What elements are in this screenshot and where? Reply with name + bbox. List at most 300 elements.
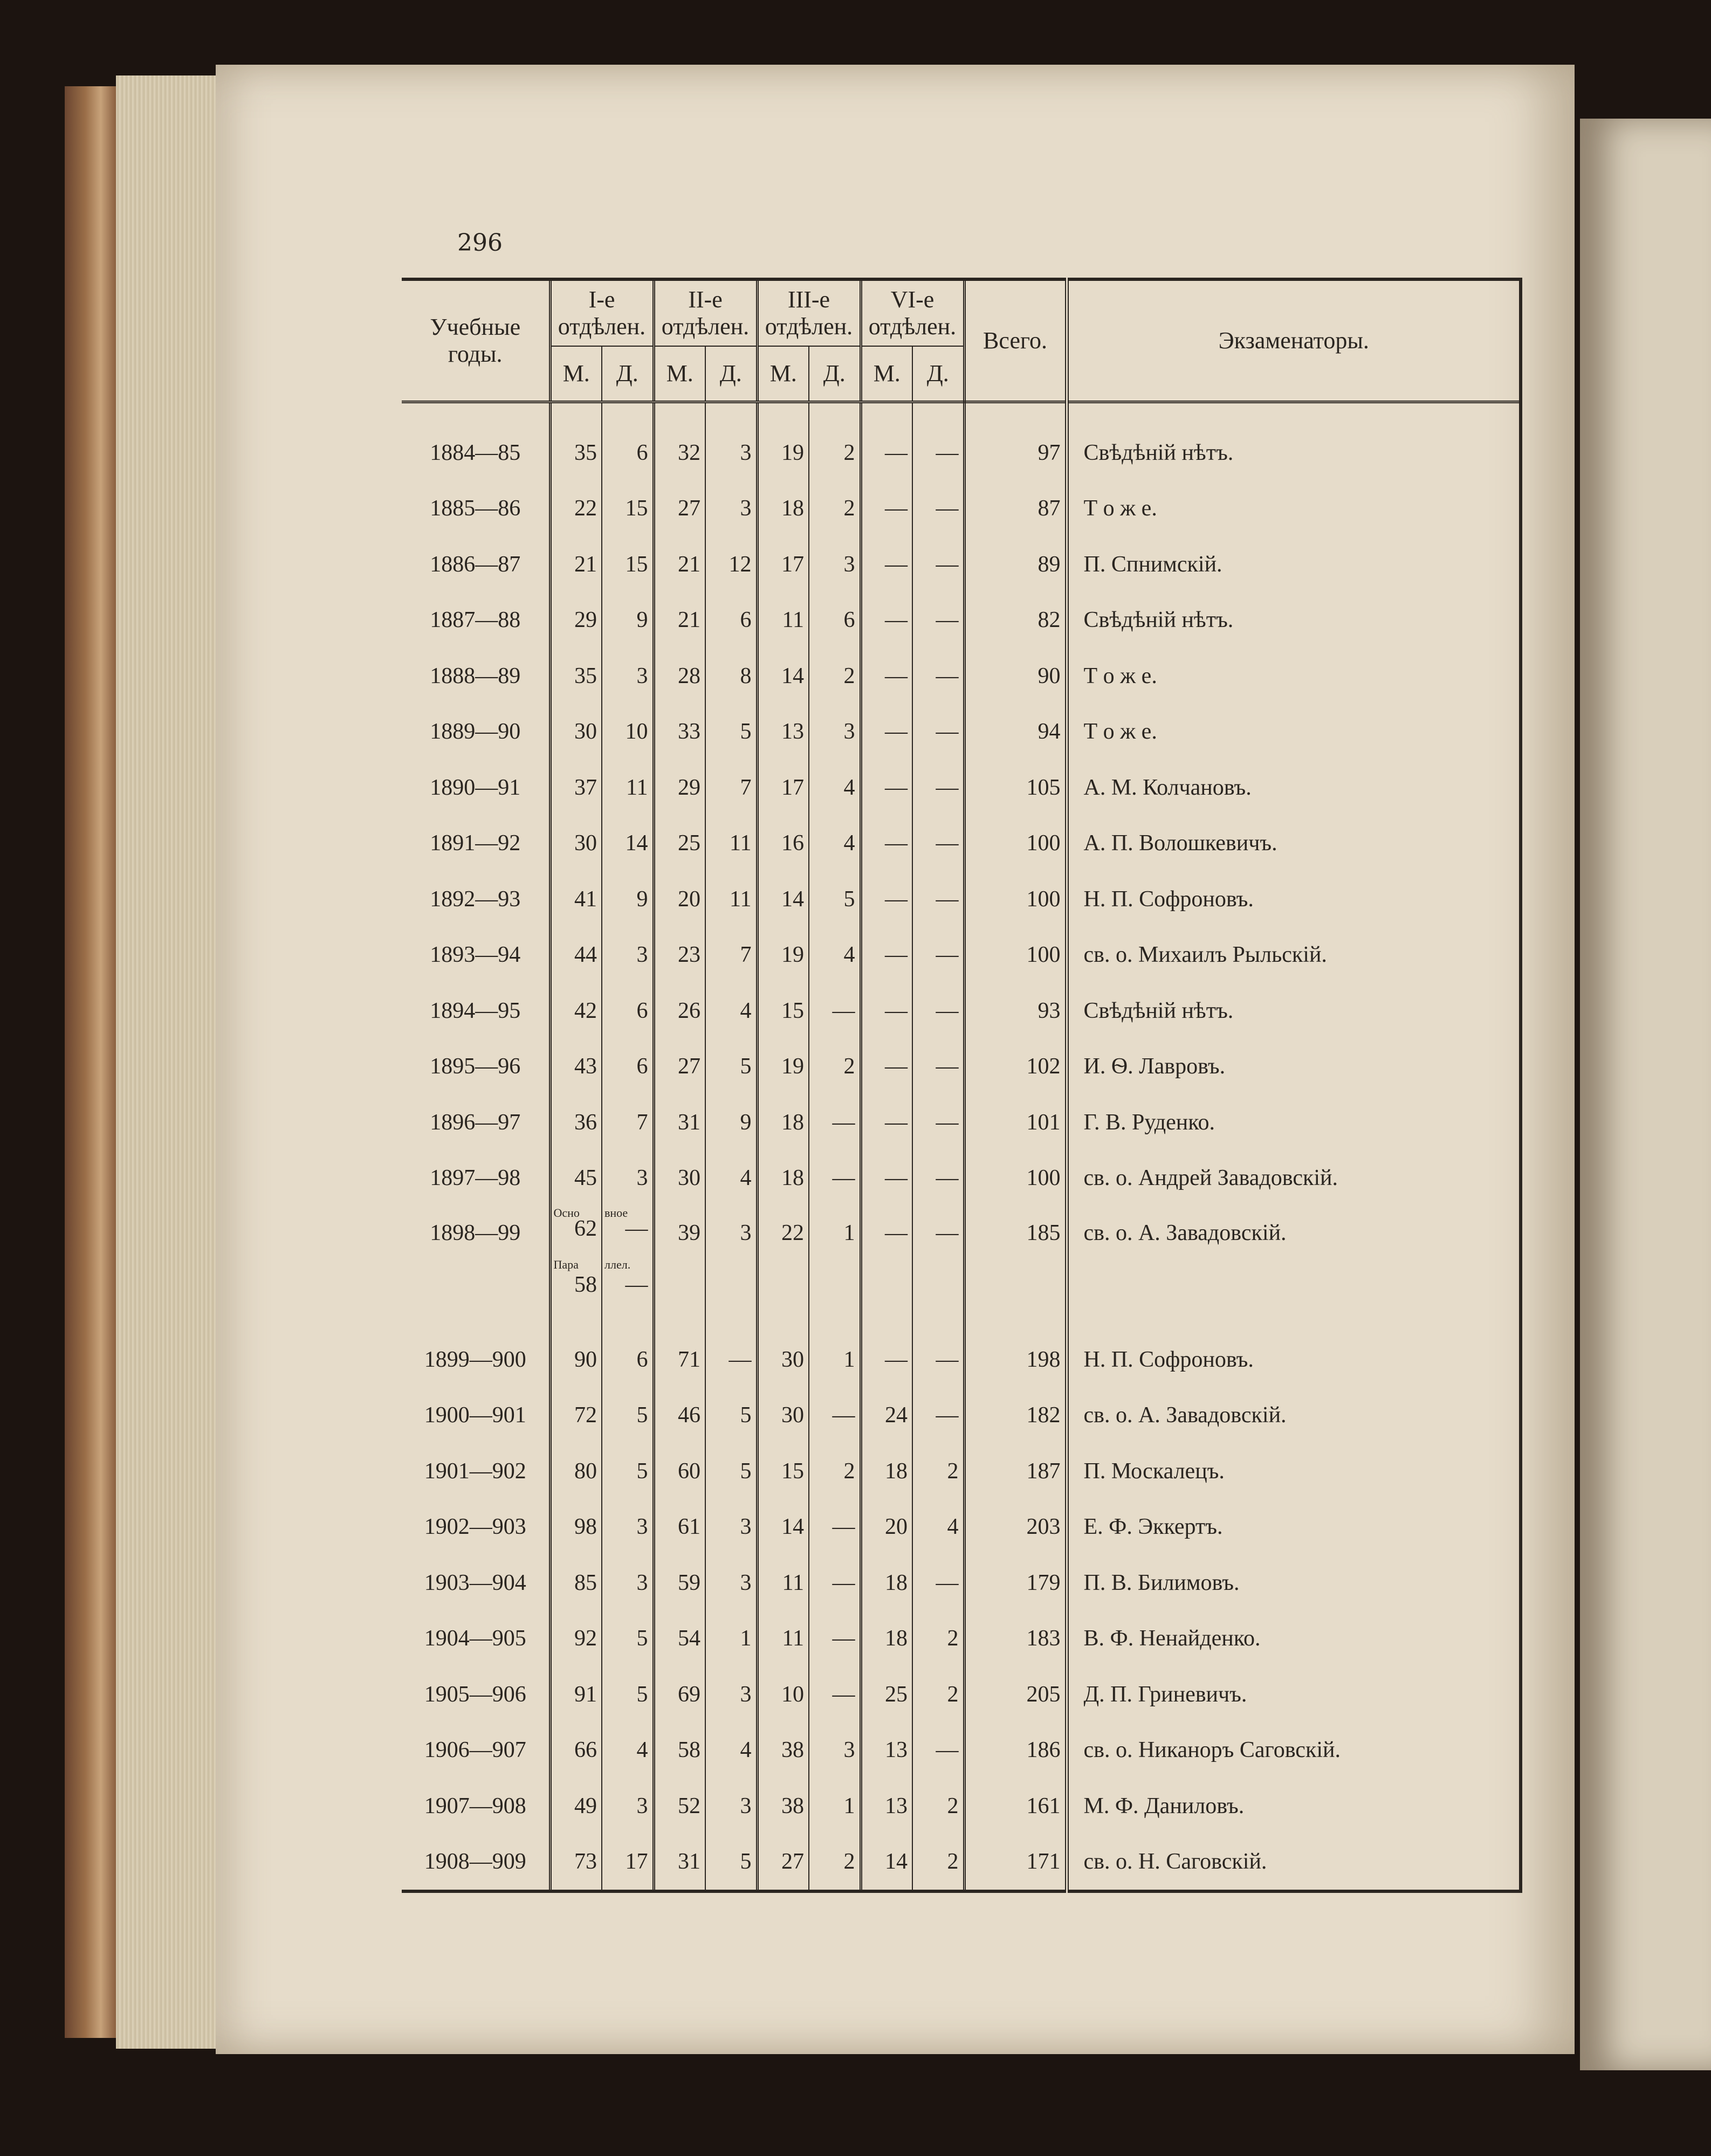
cell-g2-m: 39 [654,1206,705,1332]
table-row [402,1332,1521,1388]
cell-g1-m: 91 [550,1666,602,1723]
cell-g4-d: — [912,481,964,537]
header-g3-m: М. [757,346,809,402]
cell-g3-m: 10 [757,1666,809,1723]
cell-g4-m: — [861,1094,912,1151]
cell-g3-m: 15 [757,983,809,1039]
header-years [402,279,550,402]
cell-g3-d: 2 [809,481,861,537]
cell-examiner: М. Ф. Даниловъ. [1067,1778,1521,1834]
cell-g1-d: 5 [602,1666,654,1723]
cell-g4-d: 2 [912,1666,964,1723]
header-group-2: II-е отдѣлен. [654,279,757,346]
cell-g1-d: 5 [602,1388,654,1444]
cell-g1-m: 73 [550,1834,602,1892]
cell-g1-d: 5 [602,1611,654,1667]
cell-examiner: А. М. Колчановъ. [1067,760,1521,816]
cell-g3-d: 1 [809,1206,861,1332]
cell-g1-m: 49 [550,1778,602,1834]
cell-g2-d: 3 [705,481,757,537]
cell-g1-m: 66 [550,1723,602,1779]
cell-g3-m: 22 [757,1206,809,1332]
table-row [402,871,1521,927]
cell-g1-d: 3 [602,1151,654,1207]
cell-g1-d: 14 [602,816,654,872]
cell-g2-m: 58 [654,1723,705,1779]
cell-examiner: Н. П. Софроновъ. [1067,871,1521,927]
cell-g3-m: 38 [757,1778,809,1834]
cell-g2-d: 3 [705,1206,757,1332]
cell-g2-d: 4 [705,1151,757,1207]
cell-g4-m: 18 [861,1611,912,1667]
cell-g2-m: 27 [654,481,705,537]
cell-year: 1895—96 [430,1054,521,1079]
value-main-d: — [625,1216,648,1241]
cell-g2-d: 9 [705,1094,757,1151]
cell-year: 1899—900 [424,1347,526,1372]
page-number: 296 [457,229,503,257]
cell-examiner: Свѣдѣній нѣтъ. [1067,425,1521,481]
cell-g1-d: 9 [602,871,654,927]
cell-g3-m: 30 [757,1332,809,1388]
cell-g4-d: — [912,1094,964,1151]
header-total: Всего. [964,279,1067,402]
cell-g1-m: 36 [550,1094,602,1151]
cell-examiner: Е. Ф. Эккертъ. [1067,1499,1521,1555]
cell-year: 1896—97 [430,1110,521,1135]
cell-g2-m: 54 [654,1611,705,1667]
cell-g3-m: 19 [757,927,809,983]
cell-g4-m: 14 [861,1834,912,1892]
cell-total: 100 [964,927,1067,983]
cell-g4-d: — [912,1555,964,1611]
cell-g2-d: 5 [705,1388,757,1444]
cell-total: 89 [964,536,1067,593]
cell-examiner: Свѣдѣній нѣтъ. [1067,983,1521,1039]
cell-examiner: св. о. Михаилъ Рыльскій. [1067,927,1521,983]
cell-g4-m: 13 [861,1778,912,1834]
cell-total: 100 [964,816,1067,872]
header-years-label: Учебные годы. [430,314,521,367]
cell-examiner: И. Ѳ. Лавровъ. [1067,1039,1521,1095]
cell-g1-d: 11 [602,760,654,816]
cell-g2-m: 59 [654,1555,705,1611]
cell-g2-m: 46 [654,1388,705,1444]
cell-year: 1885—86 [430,496,521,521]
cell-g4-m: — [861,1039,912,1095]
cell-g2-m: 21 [654,536,705,593]
cell-g1-m: 98 [550,1499,602,1555]
cell-year: 1894—95 [430,998,521,1023]
cell-examiner: св. о. Н. Саговскій. [1067,1834,1521,1892]
cell-g1-m: 30 [550,704,602,760]
cell-g3-m: 19 [757,425,809,481]
header-g1-m: М. [550,346,602,402]
cell-g1-d: 3 [602,1555,654,1611]
cell-g3-m: 18 [757,1094,809,1151]
cell-year: 1905—906 [424,1682,526,1707]
cell-g4-m: — [861,593,912,649]
cell-g2-d: 5 [705,1039,757,1095]
cell-total: 82 [964,593,1067,649]
cell-g3-d: 4 [809,927,861,983]
header-g4-m: М. [861,346,912,402]
cell-g4-d: 2 [912,1778,964,1834]
cell-total: 185 [964,1206,1067,1332]
cell-g1-m: 41 [550,871,602,927]
cell-total: 179 [964,1555,1067,1611]
cell-g3-d: 1 [809,1778,861,1834]
cell-examiner: Н. П. Софроновъ. [1067,1332,1521,1388]
cell-g4-m: — [861,983,912,1039]
cell-g4-m: — [861,760,912,816]
table-body [402,402,1521,1892]
cell-g3-d: 4 [809,816,861,872]
cell-examiner: В. Ф. Ненайденко. [1067,1611,1521,1667]
table-row [402,1778,1521,1834]
cell-g4-m: 18 [861,1555,912,1611]
label-parallel-right: ллел. [604,1258,631,1271]
header-g4-d: Д. [912,346,964,402]
cell-g4-m: — [861,1206,912,1332]
cell-examiner: Т о ж е. [1067,648,1521,704]
cell-g1-m: 21 [550,536,602,593]
cell-g2-d: 3 [705,1499,757,1555]
cell-examiner: св. о. Никаноръ Саговскій. [1067,1723,1521,1779]
table-row [402,927,1521,983]
cell-g4-d: — [912,1723,964,1779]
cell-examiner: П. Москалецъ. [1067,1443,1521,1499]
cell-g3-m: 18 [757,481,809,537]
statistics-table-container [402,278,1521,1895]
cell-year: 1901—902 [424,1458,526,1484]
cell-total: 101 [964,1094,1067,1151]
cell-g4-d: — [912,1039,964,1095]
cell-g1-m: 85 [550,1555,602,1611]
cell-g3-m: 13 [757,704,809,760]
table-row [402,1611,1521,1667]
cell-g2-d: 1 [705,1611,757,1667]
cell-g4-d: — [912,593,964,649]
cell-g3-d: 3 [809,1723,861,1779]
cell-g3-d: 4 [809,760,861,816]
cell-year: 1888—89 [430,663,521,688]
cell-g3-m: 11 [757,1555,809,1611]
cell-g2-m: 26 [654,983,705,1039]
cell-g3-m: 11 [757,1611,809,1667]
value-main-m: 62 [574,1216,597,1241]
cell-year: 1900—901 [424,1403,526,1428]
cell-g2-d: 5 [705,704,757,760]
cell-g1-d: 17 [602,1834,654,1892]
cell-g1-d: 10 [602,704,654,760]
cell-g2-m: 52 [654,1778,705,1834]
cell-total: 183 [964,1611,1067,1667]
cell-total: 187 [964,1443,1067,1499]
cell-g2-m: 28 [654,648,705,704]
cell-year: 1891—92 [430,831,521,856]
cell-g4-m: — [861,1151,912,1207]
cell-g2-m: 23 [654,927,705,983]
cell-g3-d: — [809,1611,861,1667]
cell-g4-m: — [861,927,912,983]
cell-g1-d: 3 [602,1499,654,1555]
cell-g1-m: 30 [550,816,602,872]
cell-g1-d: 6 [602,983,654,1039]
cell-g2-d: 7 [705,760,757,816]
cell-examiner: Г. В. Руденко. [1067,1094,1521,1151]
cell-total: 94 [964,704,1067,760]
cell-year: 1889—90 [430,719,521,745]
cell-g1-d: 15 [602,536,654,593]
cell-g2-d: 4 [705,983,757,1039]
cell-g3-d: 2 [809,425,861,481]
table-row [402,1151,1521,1207]
table-row [402,536,1521,593]
cell-g2-d: 6 [705,593,757,649]
cell-g3-d: 2 [809,1834,861,1892]
cell-year: 1903—904 [424,1570,526,1595]
cell-g3-m: 16 [757,816,809,872]
cell-g4-d: — [912,1151,964,1207]
cell-examiner: П. В. Билимовъ. [1067,1555,1521,1611]
cell-g4-d: 4 [912,1499,964,1555]
cell-g1-m: 43 [550,1039,602,1095]
cell-g2-m: 69 [654,1666,705,1723]
header-g2-m: М. [654,346,705,402]
cell-g2-d: 11 [705,871,757,927]
cell-g4-d: — [912,871,964,927]
cell-examiner: св. о. А. Завадовскій. [1067,1206,1521,1332]
cell-g1-d: 5 [602,1443,654,1499]
cell-g4-d: — [912,983,964,1039]
cell-g2-m: 32 [654,425,705,481]
cell-g3-m: 14 [757,871,809,927]
cell-g2-d: 4 [705,1723,757,1779]
cell-total: 87 [964,481,1067,537]
table-row-split [402,1206,1521,1332]
cell-total: 171 [964,1834,1067,1892]
cell-g3-m: 27 [757,1834,809,1892]
cell-g2-d: 12 [705,536,757,593]
cell-total: 100 [964,1151,1067,1207]
cell-g1-m: 92 [550,1611,602,1667]
table-row [402,1388,1521,1444]
cell-g4-d: — [912,704,964,760]
table-row [402,648,1521,704]
cell-year: 1893—94 [430,942,521,968]
cell-g3-m: 15 [757,1443,809,1499]
cell-g2-m: 61 [654,1499,705,1555]
cell-year: 1902—903 [424,1514,526,1540]
cell-g2-d: 8 [705,648,757,704]
cell-g2-m: 60 [654,1443,705,1499]
cell-g4-m: 20 [861,1499,912,1555]
cell-g3-m: 38 [757,1723,809,1779]
cell-g1-m: 37 [550,760,602,816]
cell-g1-d-split [602,1206,654,1332]
cell-examiner: св. о. А. Завадовскій. [1067,1388,1521,1444]
cell-g3-d: 3 [809,704,861,760]
cell-examiner: Свѣдѣній нѣтъ. [1067,593,1521,649]
cell-g4-d: — [912,425,964,481]
cell-g1-m: 80 [550,1443,602,1499]
cell-total: 102 [964,1039,1067,1095]
table-row [402,1499,1521,1555]
cell-g2-d: 3 [705,1555,757,1611]
cell-examiner: Д. П. Гриневичъ. [1067,1666,1521,1723]
header-group-1: I-е отдѣлен. [550,279,654,346]
header-examiners: Экзаменаторы. [1067,279,1521,402]
cell-g2-d: 5 [705,1834,757,1892]
table-row [402,983,1521,1039]
cell-g1-d: 6 [602,1039,654,1095]
cell-g1-m: 45 [550,1151,602,1207]
cell-g2-d: 7 [705,927,757,983]
cell-g2-d: — [705,1332,757,1388]
cell-g1-d: 9 [602,593,654,649]
cell-year: 1886—87 [430,552,521,577]
cell-g2-m: 27 [654,1039,705,1095]
cell-g1-d: 3 [602,1778,654,1834]
cell-total: 90 [964,648,1067,704]
table-row [402,593,1521,649]
header-g2-d: Д. [705,346,757,402]
cell-g3-d: — [809,1151,861,1207]
cell-year: 1898—99 [430,1221,521,1245]
cell-g1-m: 35 [550,425,602,481]
cell-year: 1884—85 [430,440,521,465]
table-row [402,816,1521,872]
cell-total: 205 [964,1666,1067,1723]
cell-g4-m: 13 [861,1723,912,1779]
cell-g4-d: — [912,536,964,593]
cell-g2-m: 71 [654,1332,705,1388]
cell-g3-d: — [809,1555,861,1611]
cell-year: 1908—909 [402,1834,550,1892]
cell-total: 182 [964,1388,1067,1444]
cell-year: 1907—908 [424,1793,526,1819]
cell-g4-m: — [861,704,912,760]
table-row [402,425,1521,481]
cell-year: 1890—91 [430,775,521,800]
spacer-row [402,402,1521,425]
cell-g1-m: 90 [550,1332,602,1388]
cell-g4-m: — [861,1332,912,1388]
page-edges [116,75,224,2049]
table-row [402,1039,1521,1095]
cell-year: 1892—93 [430,886,521,912]
cell-g4-m: 25 [861,1666,912,1723]
cell-g4-m: — [861,816,912,872]
label-main-right: вное [604,1206,628,1220]
cell-g4-m: — [861,481,912,537]
label-parallel-left: Пара [553,1258,579,1271]
cell-year: 1897—98 [430,1166,521,1191]
label-main-left: Осно [553,1206,580,1220]
cell-g4-m: 18 [861,1443,912,1499]
table-row [402,1666,1521,1723]
cell-total: 203 [964,1499,1067,1555]
adjacent-page-edge [1580,119,1711,2070]
cell-examiner: П. Спнимскій. [1067,536,1521,593]
table-row [402,760,1521,816]
value-parallel-d: — [625,1272,648,1297]
cell-g4-d: — [912,1206,964,1332]
cell-examiner: А. П. Волошкевичъ. [1067,816,1521,872]
cell-examiner: Т о ж е. [1067,481,1521,537]
cell-g3-d: 6 [809,593,861,649]
cell-year: 1904—905 [424,1626,526,1651]
cell-g1-m: 72 [550,1388,602,1444]
header-group-4: VI-е отдѣлен. [861,279,964,346]
cell-total: 186 [964,1723,1067,1779]
cell-g1-m: 22 [550,481,602,537]
cell-g2-m: 20 [654,871,705,927]
cell-g2-d: 5 [705,1443,757,1499]
cell-g3-m: 11 [757,593,809,649]
cell-g2-m: 25 [654,816,705,872]
cell-g1-m: 29 [550,593,602,649]
cell-g1-d: 15 [602,481,654,537]
cell-g2-m: 30 [654,1151,705,1207]
cell-g3-d: 2 [809,1039,861,1095]
cell-g2-m: 33 [654,704,705,760]
table-row [402,704,1521,760]
cell-g2-d: 3 [705,425,757,481]
table-row [402,1834,1521,1892]
cell-total: 198 [964,1332,1067,1388]
cell-g3-m: 14 [757,1499,809,1555]
cell-g4-d: — [912,1332,964,1388]
cell-g2-m: 31 [654,1834,705,1892]
cell-g3-m: 19 [757,1039,809,1095]
cell-total: 161 [964,1778,1067,1834]
cell-g4-m: — [861,648,912,704]
cell-g3-d: — [809,1388,861,1444]
cell-g3-d: — [809,1094,861,1151]
statistics-table [402,278,1522,1893]
cell-g3-m: 17 [757,536,809,593]
cell-total: 93 [964,983,1067,1039]
cell-g4-m: — [861,425,912,481]
cell-g4-d: — [912,648,964,704]
cell-g4-d: — [912,927,964,983]
cell-g3-m: 14 [757,648,809,704]
cell-g2-m: 29 [654,760,705,816]
header-g3-d: Д. [809,346,861,402]
cell-g2-m: 31 [654,1094,705,1151]
cell-g3-d: 3 [809,536,861,593]
cell-g1-d: 6 [602,1332,654,1388]
cell-g1-d: 4 [602,1723,654,1779]
cell-g4-m: — [861,871,912,927]
cell-g3-m: 30 [757,1388,809,1444]
cell-g2-m: 21 [654,593,705,649]
cell-g3-m: 18 [757,1151,809,1207]
cell-year: 1906—907 [424,1738,526,1763]
cell-g1-d: 7 [602,1094,654,1151]
cell-g1-m-split [550,1206,602,1332]
cell-g2-d: 3 [705,1666,757,1723]
table-row [402,1723,1521,1779]
cell-g3-d: 2 [809,648,861,704]
cell-g4-d: 2 [912,1443,964,1499]
cell-g1-m: 44 [550,927,602,983]
table-row [402,481,1521,537]
table-row [402,1555,1521,1611]
cell-g1-d: 6 [602,425,654,481]
